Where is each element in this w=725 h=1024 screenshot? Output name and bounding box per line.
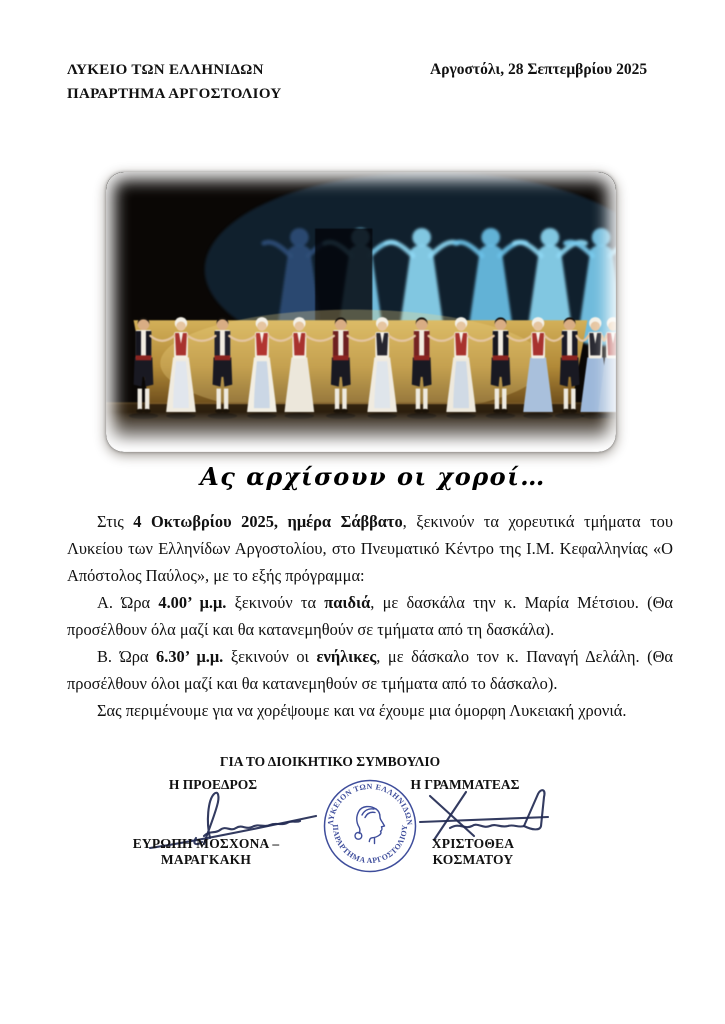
president-name: ΕΥΡΩΠΗ ΜΟΣΧΟΝΑ – ΜΑΡΑΓΚΑΚΗ [132,836,280,867]
president-role: Η ΠΡΟΕΔΡΟΣ [168,777,258,792]
org-branch: ΠΑΡΑΡΤΗΜΑ ΑΡΓΟΣΤΟΛΙΟΥ [67,86,282,102]
board-heading: ΓΙΑ ΤΟ ΔΙΟΙΚΗΤΙΚΟ ΣΥΜΒΟΥΛΙΟ [219,754,441,769]
paragraph-closing: Σας περιμένουμε για να χορέψουμε και να έχουμε μια όμορφη Λυκειακή χρονιά. [97,701,627,720]
secretary-role: Η ΓΡΑΜΜΑΤΕΑΣ [410,777,520,792]
org-name: ΛΥΚΕΙΟ ΤΩΝ ΕΛΛΗΝΙΔΩΝ [67,62,264,78]
body-text [67,508,673,724]
paragraph-intro: Στις 4 Οκτωβρίου 2025, ημέρα Σάββατο, ξεκινούν τα χορευτικά τμήματα του Λυκείου των Ελληνίδων Αργοστολίου, στο Πνευματικό Κέντρο της Ι.Μ. Κεφαλληνίας «Ο Απόστολος Παύλος», με το εξής πρόγραμμα: [67,512,673,585]
seal-text-bottom: ΠΑΡΑΡΤΗΜΑ ΑΡΓΟΣΤΟΛΙΟΥ [330,824,410,866]
seal-classical-head [355,807,385,844]
org-block [67,58,282,106]
stage-photo-illustration [106,172,616,452]
dateline: Αργοστόλι, 28 Σεπτεμβρίου 2025 [430,61,648,78]
photo-bottom-fade [106,412,616,452]
seal-text-top: ΛΥΚΕΙΟΝ ΤΩΝ ΕΛΛΗΝΙΔΩΝ [325,781,415,826]
document-title: Ας αρχίσουν οι χοροί… [200,462,546,491]
paragraph-adults: Β. Ώρα 6.30’ μ.μ. ξεκινούν οι ενήλικες, με δάσκαλο τον κ. Παναγή Δελάλη. (Θα προσέλθουν όλοι μαζί και θα κατανεμηθούν σε τμήματα από το δάσκαλο). [67,647,673,693]
secretary-name: ΧΡΙΣΤΟΘΕΑ ΚΟΣΜΑΤΟΥ [431,836,515,867]
event-photo [106,172,616,452]
paragraph-children: Α. Ώρα 4.00’ μ.μ. ξεκινούν τα παιδιά, με δασκάλα την κ. Μαρία Μέτσιου. (Θα προσέλθουν όλα μαζί και θα κατανεμηθούν σε τμήματα από τη δασκάλα). [67,593,673,639]
